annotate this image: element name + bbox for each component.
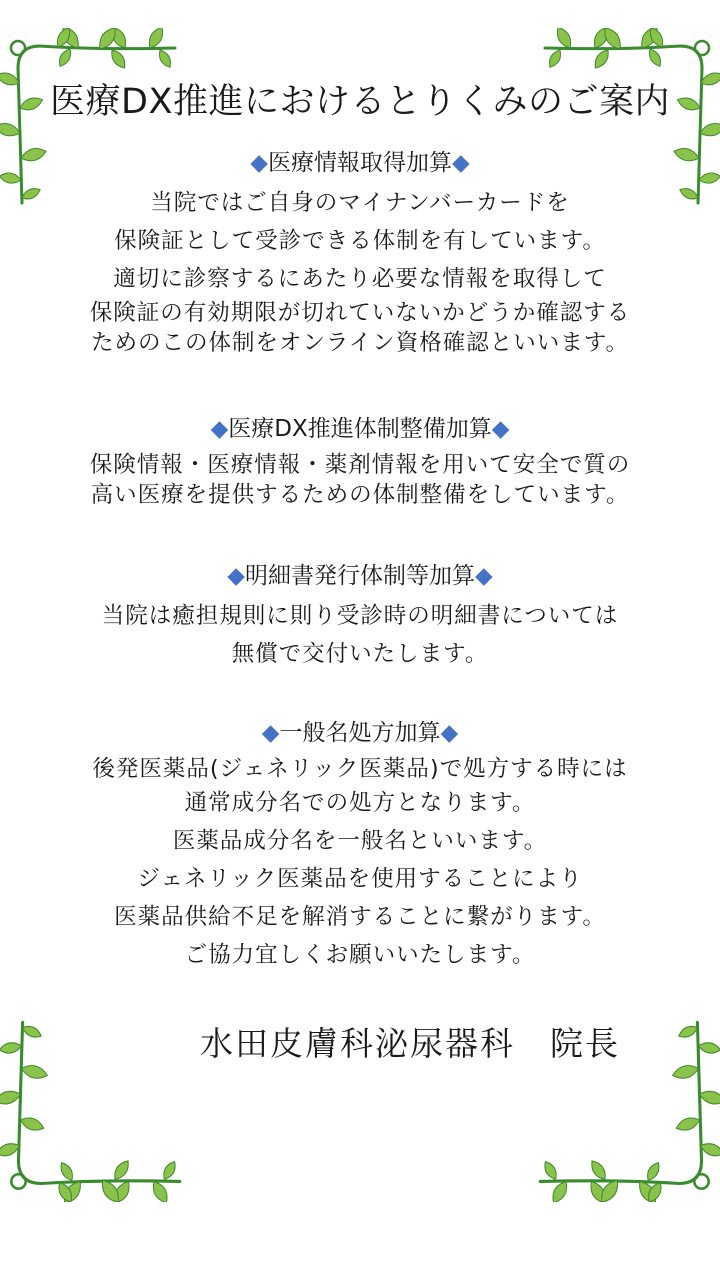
diamond-icon: ◆	[250, 150, 268, 176]
body-line: ためのこの体制をオンライン資格確認といいます。	[90, 330, 630, 356]
section-heading: ◆明細書発行体制等加算◆	[227, 563, 493, 589]
body-line: 保険証として受診できる体制を有しています。	[114, 228, 606, 254]
diamond-icon: ◆	[261, 720, 280, 746]
body-line: 当院は癒担規則に則り受診時の明細書については	[101, 603, 619, 629]
diamond-icon: ◆	[452, 150, 470, 176]
section-dx-system	[0, 414, 720, 510]
body-line: 医薬品供給不足を解消することに繋がります。	[114, 904, 606, 930]
section-heading: ◆医療情報取得加算◆	[250, 150, 470, 176]
body-line: 後発医薬品(ジェネリック医薬品)で処方する時には	[92, 756, 628, 782]
body-line: 医薬品成分名を一般名といいます。	[172, 828, 548, 854]
section-heading: ◆医療DX推進体制整備加算◆	[210, 416, 510, 442]
body-line: 無償で交付いたします。	[231, 641, 489, 667]
diamond-icon: ◆	[491, 416, 510, 442]
body-line: 保険情報・医療情報・薬剤情報を用いて安全で質の	[89, 452, 631, 478]
body-line: ご協力宜しくお願いいたします。	[184, 942, 536, 968]
vine-corner-bottom-left-icon	[0, 1012, 190, 1202]
section-heading: ◆一般名処方加算◆	[261, 720, 459, 746]
page-title: 医療DX推進におけるとりくみのご案内	[50, 82, 670, 122]
body-line: 高い医療を提供するための体制整備をしています。	[90, 482, 630, 508]
body-line: 通常成分名での処方となります。	[184, 790, 536, 816]
diamond-icon: ◆	[227, 563, 245, 589]
diamond-icon: ◆	[210, 416, 229, 442]
clinic-signature: 水田皮膚科泌尿器科 院長	[200, 1024, 620, 1063]
diamond-icon: ◆	[440, 720, 459, 746]
body-line: 適切に診察するにあたり必要な情報を取得して	[113, 266, 607, 292]
body-line: ジェネリック医薬品を使用することにより	[137, 866, 583, 892]
section-generic-prescription	[0, 718, 720, 974]
section-info-acquisition	[0, 148, 720, 358]
body-line: 当院ではご自身のマイナンバーカードを	[150, 190, 570, 216]
diamond-icon: ◆	[475, 563, 493, 589]
section-statement-issuance	[0, 561, 720, 673]
body-line: 保険証の有効期限が切れていないかどうか確認する	[89, 300, 631, 326]
